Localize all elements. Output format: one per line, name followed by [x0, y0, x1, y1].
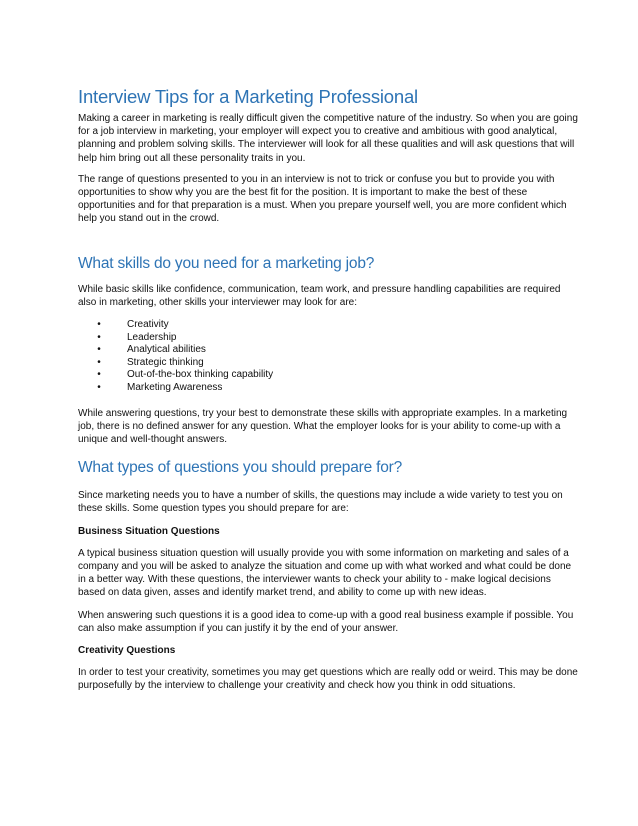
subheading-business-situation: Business Situation Questions: [78, 525, 220, 537]
question-types-lead-paragraph: Since marketing needs you to have a number of skills, the questions may include a wide variety to test you on these skills. Some question types you should prepare for are:: [78, 490, 563, 515]
list-item: • Strategic thinking: [93, 357, 578, 370]
intro-paragraph-2: The range of questions presented to you in an interview is not to trick or confuse you but to provide you with opportunities to show why you are the best fit for the position. It is important to make the best of these opportunities and for that preparation is a must. When you prepare yourself well, you are more confident which help you stand out in the crowd.: [78, 173, 567, 225]
bullet-icon: •: [97, 369, 101, 381]
bullet-icon: •: [97, 331, 101, 343]
skills-lead-paragraph: While basic skills like confidence, communication, team work, and pressure handling capabilities are required also in marketing, other skills your interviewer may look for are:: [78, 283, 561, 308]
skills-closing-paragraph: While answering questions, try your best to demonstrate these skills with appropriate examples. In a marketing job, there is no defined answer for any question. What the employer looks for is your ability to come-up with a unique and well-thought answers.: [78, 407, 568, 445]
bullet-icon: •: [97, 344, 101, 356]
creativity-paragraph-1: In order to test your creativity, sometimes you may get questions which are really odd or weird. This may be done purposefully by the interview to challenge your creativity and check how you think in odd situations.: [78, 667, 578, 692]
business-situation-paragraph-2: When answering such questions it is a good idea to come-up with a good real business example if possible. You can also make assumption if you can justify it by the end of your answer.: [78, 609, 574, 634]
bullet-icon: •: [97, 356, 101, 368]
bullet-icon: •: [97, 382, 101, 393]
list-item: • Leadership: [93, 332, 578, 345]
document-title: Interview Tips for a Marketing Professional: [78, 86, 418, 107]
business-situation-paragraph-1: A typical business situation question will usually provide you with some information on marketing and sales of a company and you will be asked to analyze the situation and come up with what worked and what could be done in a better way. With these questions, the interviewer wants to check your ability to - make logical decisions based on data given, asses and identify market trend, and ability to come up with new ideas.: [78, 547, 572, 599]
list-item: • Marketing Awareness: [93, 382, 578, 395]
section-heading-skills: What skills do you need for a marketing job?: [78, 254, 375, 272]
list-item: • Creativity: [93, 319, 578, 332]
section-heading-question-types: What types of questions you should prepare for?: [78, 459, 403, 477]
subheading-creativity: Creativity Questions: [78, 645, 176, 657]
list-item: • Out-of-the-box thinking capability: [93, 369, 578, 382]
bullet-icon: •: [97, 319, 101, 331]
skills-list: [78, 319, 578, 395]
list-item: • Analytical abilities: [93, 344, 578, 357]
intro-paragraph-1: Making a career in marketing is really difficult given the competitive nature of the industry. So when you are going for a job interview in marketing, your employer will expect you to creative and ambitious with good analytical, planning and problem solving skills. The interviewer will look for all these qualities and will ask questions that will help him bring out all these personality traits in you.: [78, 113, 578, 164]
